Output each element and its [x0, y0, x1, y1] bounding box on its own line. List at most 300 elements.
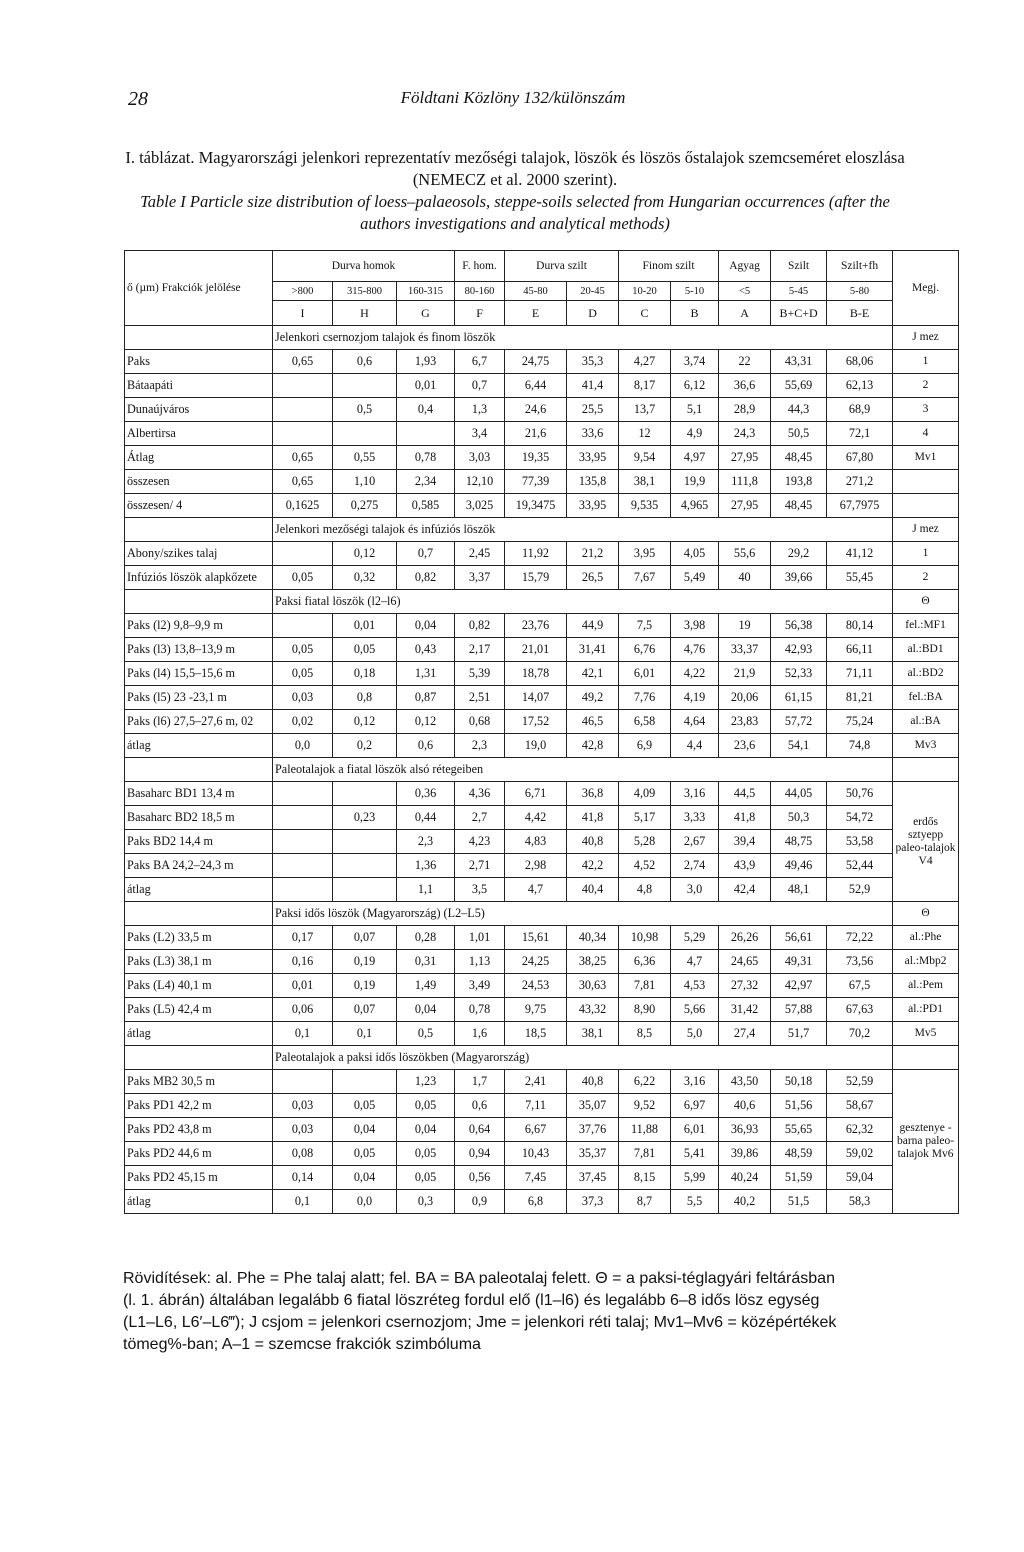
data-cell: 19,9: [671, 470, 719, 494]
data-cell: 0,18: [333, 662, 397, 686]
data-cell: 51,7: [771, 1022, 827, 1046]
section-title: Jelenkori mezőségi talajok és infúziós löszök: [273, 518, 893, 542]
data-cell: 48,1: [771, 878, 827, 902]
data-cell: 4,36: [455, 782, 505, 806]
data-cell: 48,59: [771, 1142, 827, 1166]
data-cell: 20,06: [719, 686, 771, 710]
fraction-code-cell: B-E: [827, 301, 893, 326]
data-cell: 29,2: [771, 542, 827, 566]
table-row: [125, 926, 959, 950]
size-range-cell: >800: [273, 282, 333, 301]
data-cell: 4,09: [619, 782, 671, 806]
data-cell: 49,31: [771, 950, 827, 974]
data-cell: 74,8: [827, 734, 893, 758]
data-cell: 8,7: [619, 1190, 671, 1214]
data-cell: 0,65: [273, 470, 333, 494]
data-cell: 54,72: [827, 806, 893, 830]
data-cell: 0,7: [397, 542, 455, 566]
data-cell: 0,12: [333, 710, 397, 734]
caption-hungarian: I. táblázat. Magyarországi jelenkori reprezentatív mezőségi talajok, löszök és löszös őstalajok szemcseméret eloszlása (NEMECZ et al. 2000 szerint).: [125, 148, 905, 189]
fraction-code-cell: G: [397, 301, 455, 326]
data-cell: 33,95: [567, 494, 619, 518]
data-cell: 5,5: [671, 1190, 719, 1214]
row-label: Paks BA 24,2–24,3 m: [125, 854, 273, 878]
data-cell: 7,45: [505, 1166, 567, 1190]
data-cell: 7,11: [505, 1094, 567, 1118]
row-note: al.:BD1: [893, 638, 959, 662]
data-cell: 0,6: [397, 734, 455, 758]
section-title: Paleotalajok a paksi idős löszökben (Magyarország): [273, 1046, 893, 1070]
data-cell: 0,05: [273, 662, 333, 686]
data-cell: 0,68: [455, 710, 505, 734]
row-note: 1: [893, 542, 959, 566]
data-cell: 7,67: [619, 566, 671, 590]
data-cell: 48,45: [771, 446, 827, 470]
table-row: [125, 398, 959, 422]
table-row: [125, 1142, 959, 1166]
row-note: 4: [893, 422, 959, 446]
data-cell: 4,97: [671, 446, 719, 470]
data-cell: 0,65: [273, 350, 333, 374]
data-cell: 3,16: [671, 1070, 719, 1094]
data-cell: 19: [719, 614, 771, 638]
data-cell: 4,19: [671, 686, 719, 710]
footnote-line: (L1–L6, L6′–L6‴); J csjom = jelenkori csernozjom; Jme = jelenkori réti talaj; Mv1–Mv6 = középértékek: [123, 1314, 837, 1331]
table-row: [125, 734, 959, 758]
table-row: [125, 1022, 959, 1046]
row-label: átlag: [125, 734, 273, 758]
data-cell: [273, 614, 333, 638]
data-cell: 0,8: [333, 686, 397, 710]
data-cell: 72,1: [827, 422, 893, 446]
section-spacer-cell: [125, 590, 273, 614]
section-spacer-cell: [125, 326, 273, 350]
data-cell: 271,2: [827, 470, 893, 494]
table-row: [125, 350, 959, 374]
row-label-header: ő (µm) Frakciók jelölése: [125, 251, 273, 326]
data-cell: 7,5: [619, 614, 671, 638]
data-cell: 6,22: [619, 1070, 671, 1094]
section-symbol: J mez: [893, 518, 959, 542]
data-cell: 1,6: [455, 1022, 505, 1046]
data-cell: 17,52: [505, 710, 567, 734]
table-row: [125, 446, 959, 470]
data-cell: 66,11: [827, 638, 893, 662]
row-note: [893, 494, 959, 518]
table-row: [125, 830, 959, 854]
data-cell: 0,7: [455, 374, 505, 398]
data-cell: 4,53: [671, 974, 719, 998]
data-cell: 0,36: [397, 782, 455, 806]
data-cell: 72,22: [827, 926, 893, 950]
journal-title: Földtani Közlöny 132/különszám: [400, 88, 626, 107]
data-cell: 0,56: [455, 1166, 505, 1190]
data-cell: 27,32: [719, 974, 771, 998]
data-cell: 48,45: [771, 494, 827, 518]
data-cell: 2,7: [455, 806, 505, 830]
data-cell: 0,6: [333, 350, 397, 374]
data-cell: 0,44: [397, 806, 455, 830]
data-cell: 0,6: [455, 1094, 505, 1118]
group-header: Durva szilt: [505, 251, 619, 282]
row-label: Basaharc BD2 18,5 m: [125, 806, 273, 830]
data-cell: 4,23: [455, 830, 505, 854]
data-cell: 1,31: [397, 662, 455, 686]
data-cell: 41,4: [567, 374, 619, 398]
table-row: [125, 686, 959, 710]
data-cell: 0,3: [397, 1190, 455, 1214]
data-cell: [333, 374, 397, 398]
table-row: [125, 1118, 959, 1142]
row-label: Infúziós löszök alapkőzete: [125, 566, 273, 590]
data-cell: 9,75: [505, 998, 567, 1022]
data-cell: 11,92: [505, 542, 567, 566]
row-label: Paks (l2) 9,8–9,9 m: [125, 614, 273, 638]
table-row: [125, 1190, 959, 1214]
group-note: erdős sztyepp paleo-talajok V4: [893, 782, 959, 902]
size-range-cell: 45-80: [505, 282, 567, 301]
data-cell: 39,86: [719, 1142, 771, 1166]
data-cell: 61,15: [771, 686, 827, 710]
data-cell: 23,6: [719, 734, 771, 758]
section-spacer-cell: [125, 518, 273, 542]
data-cell: 55,6: [719, 542, 771, 566]
data-cell: 43,9: [719, 854, 771, 878]
data-cell: 1,7: [455, 1070, 505, 1094]
data-cell: 2,51: [455, 686, 505, 710]
data-cell: 0,01: [273, 974, 333, 998]
data-cell: 7,81: [619, 974, 671, 998]
data-cell: 59,02: [827, 1142, 893, 1166]
table-row: [125, 614, 959, 638]
data-cell: 0,08: [273, 1142, 333, 1166]
data-cell: 75,24: [827, 710, 893, 734]
data-cell: 8,5: [619, 1022, 671, 1046]
data-cell: 54,1: [771, 734, 827, 758]
row-label: Abony/szikes talaj: [125, 542, 273, 566]
data-cell: 44,05: [771, 782, 827, 806]
data-cell: 0,04: [397, 1118, 455, 1142]
data-cell: 6,76: [619, 638, 671, 662]
group-header: Agyag: [719, 251, 771, 282]
data-cell: 3,33: [671, 806, 719, 830]
table-row: [125, 422, 959, 446]
row-note: 2: [893, 566, 959, 590]
data-cell: 58,67: [827, 1094, 893, 1118]
data-cell: 12,10: [455, 470, 505, 494]
data-cell: 73,56: [827, 950, 893, 974]
fraction-code-cell: E: [505, 301, 567, 326]
fraction-code-cell: F: [455, 301, 505, 326]
data-cell: 3,16: [671, 782, 719, 806]
row-label: Dunaújváros: [125, 398, 273, 422]
data-cell: 135,8: [567, 470, 619, 494]
data-cell: 14,07: [505, 686, 567, 710]
group-header: F. hom.: [455, 251, 505, 282]
section-title: Paksi idős löszök (Magyarország) (L2–L5): [273, 902, 893, 926]
data-cell: 42,2: [567, 854, 619, 878]
data-cell: 30,63: [567, 974, 619, 998]
footnote-line: Rövidítések: al. Phe = Phe talaj alatt; fel. BA = BA paleotalaj felett. Θ = a paksi-téglagyári feltárásban: [123, 1270, 835, 1287]
data-cell: [273, 830, 333, 854]
data-cell: 6,97: [671, 1094, 719, 1118]
data-cell: 43,50: [719, 1070, 771, 1094]
abbreviations-footnote: [123, 1268, 913, 1356]
data-cell: 38,25: [567, 950, 619, 974]
data-cell: 9,535: [619, 494, 671, 518]
section-spacer-cell: [125, 1046, 273, 1070]
data-cell: 49,2: [567, 686, 619, 710]
data-cell: 0,12: [333, 542, 397, 566]
data-cell: 3,025: [455, 494, 505, 518]
data-cell: 0,43: [397, 638, 455, 662]
data-cell: 4,83: [505, 830, 567, 854]
data-cell: [273, 782, 333, 806]
data-cell: 2,41: [505, 1070, 567, 1094]
table-row: [125, 1070, 959, 1094]
data-cell: 25,5: [567, 398, 619, 422]
row-label: Albertirsa: [125, 422, 273, 446]
row-note: al.:Phe: [893, 926, 959, 950]
data-cell: 56,38: [771, 614, 827, 638]
data-cell: 46,5: [567, 710, 619, 734]
data-cell: 1,23: [397, 1070, 455, 1094]
data-cell: 8,15: [619, 1166, 671, 1190]
data-cell: 81,21: [827, 686, 893, 710]
section-header-row: [125, 758, 959, 782]
table-row: [125, 662, 959, 686]
table-row: [125, 950, 959, 974]
data-cell: 37,76: [567, 1118, 619, 1142]
data-cell: 10,43: [505, 1142, 567, 1166]
data-cell: 2,98: [505, 854, 567, 878]
data-cell: [273, 1070, 333, 1094]
data-cell: 67,5: [827, 974, 893, 998]
data-cell: 10,98: [619, 926, 671, 950]
data-cell: 2,3: [397, 830, 455, 854]
table-row: [125, 710, 959, 734]
data-cell: 35,07: [567, 1094, 619, 1118]
data-cell: 1,10: [333, 470, 397, 494]
data-cell: 0,1: [273, 1190, 333, 1214]
data-cell: 24,65: [719, 950, 771, 974]
data-cell: 80,14: [827, 614, 893, 638]
section-header-row: [125, 518, 959, 542]
row-label: Paks BD2 14,4 m: [125, 830, 273, 854]
caption-english: Table I Particle size distribution of loess–palaeosols, steppe-soils selected from Hungarian occurrences (after the authors investigations and analytical methods): [140, 192, 890, 233]
data-cell: 42,93: [771, 638, 827, 662]
data-cell: 50,5: [771, 422, 827, 446]
data-cell: 38,1: [619, 470, 671, 494]
data-cell: 193,8: [771, 470, 827, 494]
data-cell: 58,3: [827, 1190, 893, 1214]
data-cell: 3,5: [455, 878, 505, 902]
data-cell: 0,05: [397, 1142, 455, 1166]
data-cell: 70,2: [827, 1022, 893, 1046]
data-cell: 27,95: [719, 494, 771, 518]
data-cell: [333, 854, 397, 878]
data-cell: 0,78: [455, 998, 505, 1022]
group-header-row: [125, 251, 959, 282]
row-note: Mv3: [893, 734, 959, 758]
data-cell: [273, 542, 333, 566]
data-cell: 2,34: [397, 470, 455, 494]
data-cell: 52,44: [827, 854, 893, 878]
data-cell: 57,72: [771, 710, 827, 734]
data-cell: [333, 422, 397, 446]
data-cell: 37,3: [567, 1190, 619, 1214]
data-cell: 4,965: [671, 494, 719, 518]
data-cell: 0,9: [455, 1190, 505, 1214]
data-cell: 35,3: [567, 350, 619, 374]
data-cell: 4,7: [671, 950, 719, 974]
data-cell: 50,3: [771, 806, 827, 830]
data-cell: 0,07: [333, 998, 397, 1022]
data-cell: 39,66: [771, 566, 827, 590]
data-cell: 44,9: [567, 614, 619, 638]
data-cell: 24,3: [719, 422, 771, 446]
data-cell: 4,8: [619, 878, 671, 902]
data-cell: 26,5: [567, 566, 619, 590]
data-cell: 0,17: [273, 926, 333, 950]
data-cell: 0,0: [273, 734, 333, 758]
row-label: Paks (l4) 15,5–15,6 m: [125, 662, 273, 686]
data-cell: 40,34: [567, 926, 619, 950]
data-cell: 0,1625: [273, 494, 333, 518]
data-cell: 31,41: [567, 638, 619, 662]
size-range-cell: 5-80: [827, 282, 893, 301]
data-cell: 35,37: [567, 1142, 619, 1166]
table-caption: [120, 147, 910, 235]
row-note: al.:Mbp2: [893, 950, 959, 974]
data-cell: 21,2: [567, 542, 619, 566]
data-cell: 18,5: [505, 1022, 567, 1046]
data-cell: 0,4: [397, 398, 455, 422]
data-cell: 0,02: [273, 710, 333, 734]
data-cell: 4,64: [671, 710, 719, 734]
data-cell: 6,7: [455, 350, 505, 374]
data-cell: 7,81: [619, 1142, 671, 1166]
data-cell: 0,1: [273, 1022, 333, 1046]
data-cell: 38,1: [567, 1022, 619, 1046]
row-label: Paks (l5) 23 -23,1 m: [125, 686, 273, 710]
section-symbol: [893, 758, 959, 782]
data-cell: 19,3475: [505, 494, 567, 518]
data-cell: 1,49: [397, 974, 455, 998]
row-label: Paks PD1 42,2 m: [125, 1094, 273, 1118]
data-cell: 5,29: [671, 926, 719, 950]
data-cell: 62,32: [827, 1118, 893, 1142]
footnote-line: tömeg%-ban; A–1 = szemcse frakciók szimbóluma: [123, 1336, 481, 1353]
section-title: Paksi fiatal löszök (l2–l6): [273, 590, 893, 614]
data-cell: 0,01: [397, 374, 455, 398]
data-cell: 57,88: [771, 998, 827, 1022]
data-cell: 6,58: [619, 710, 671, 734]
group-header: Durva homok: [273, 251, 455, 282]
data-cell: 0,19: [333, 950, 397, 974]
data-cell: 53,58: [827, 830, 893, 854]
data-cell: [273, 374, 333, 398]
data-cell: 50,18: [771, 1070, 827, 1094]
table-row: [125, 1094, 959, 1118]
table-row: [125, 974, 959, 998]
data-cell: 5,0: [671, 1022, 719, 1046]
data-cell: 31,42: [719, 998, 771, 1022]
data-cell: 37,45: [567, 1166, 619, 1190]
data-cell: 0,275: [333, 494, 397, 518]
row-note: al.:PD1: [893, 998, 959, 1022]
data-cell: 0,19: [333, 974, 397, 998]
data-cell: 40,6: [719, 1094, 771, 1118]
data-cell: [273, 878, 333, 902]
data-cell: 2,3: [455, 734, 505, 758]
data-cell: 26,26: [719, 926, 771, 950]
section-title: Paleotalajok a fiatal löszök alsó rétegeiben: [273, 758, 893, 782]
row-note: fel.:BA: [893, 686, 959, 710]
row-note: [893, 470, 959, 494]
data-cell: 2,74: [671, 854, 719, 878]
data-cell: 0,0: [333, 1190, 397, 1214]
data-cell: 0,03: [273, 686, 333, 710]
data-cell: 0,64: [455, 1118, 505, 1142]
data-cell: 0,82: [397, 566, 455, 590]
section-spacer-cell: [125, 758, 273, 782]
row-note: al.:Pem: [893, 974, 959, 998]
data-cell: 0,1: [333, 1022, 397, 1046]
page-header: [128, 88, 898, 112]
group-note: gesztenye -barna paleo-talajok Mv6: [893, 1070, 959, 1214]
table-row: [125, 470, 959, 494]
data-cell: 3,37: [455, 566, 505, 590]
data-cell: 0,5: [397, 1022, 455, 1046]
table-row: [125, 1166, 959, 1190]
data-cell: 52,33: [771, 662, 827, 686]
data-cell: 0,05: [333, 1094, 397, 1118]
data-cell: 5,17: [619, 806, 671, 830]
data-cell: 9,54: [619, 446, 671, 470]
data-cell: 15,61: [505, 926, 567, 950]
data-cell: 5,28: [619, 830, 671, 854]
row-note: 1: [893, 350, 959, 374]
data-cell: 40,24: [719, 1166, 771, 1190]
data-cell: 4,76: [671, 638, 719, 662]
data-cell: 3,0: [671, 878, 719, 902]
data-cell: 7,76: [619, 686, 671, 710]
data-cell: 19,0: [505, 734, 567, 758]
row-label: Paks: [125, 350, 273, 374]
data-cell: 6,9: [619, 734, 671, 758]
table-row: [125, 878, 959, 902]
data-cell: 0,65: [273, 446, 333, 470]
data-cell: [333, 782, 397, 806]
size-range-cell: <5: [719, 282, 771, 301]
data-cell: 0,94: [455, 1142, 505, 1166]
data-cell: 55,69: [771, 374, 827, 398]
data-cell: 11,88: [619, 1118, 671, 1142]
size-range-cell: 20-45: [567, 282, 619, 301]
data-cell: 1,1: [397, 878, 455, 902]
data-cell: 4,9: [671, 422, 719, 446]
data-cell: 0,03: [273, 1118, 333, 1142]
group-header: Szilt: [771, 251, 827, 282]
data-cell: 0,05: [397, 1166, 455, 1190]
row-label: átlag: [125, 1022, 273, 1046]
data-cell: 43,32: [567, 998, 619, 1022]
section-header-row: [125, 326, 959, 350]
data-cell: 27,4: [719, 1022, 771, 1046]
page-number: 28: [128, 88, 148, 110]
data-cell: 0,16: [273, 950, 333, 974]
